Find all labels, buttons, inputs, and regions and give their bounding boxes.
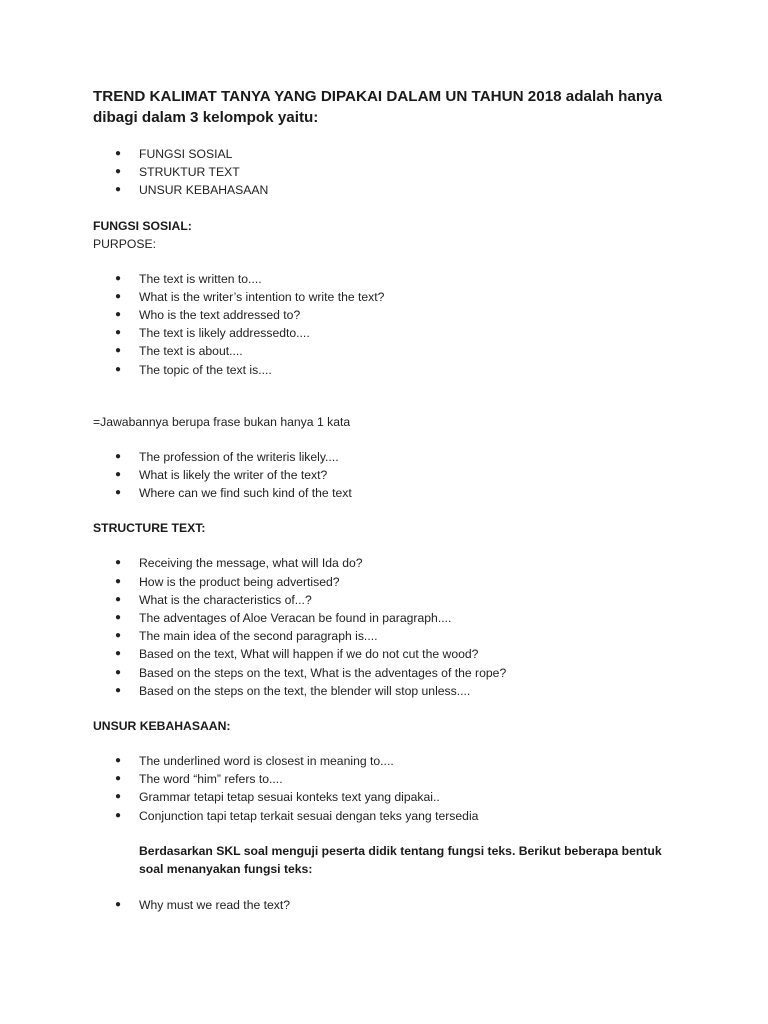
bullet-icon: ● [115,450,122,462]
bullet-icon: ● [115,648,122,660]
list-item-text: The main idea of the second paragraph is.... [139,629,378,644]
list-item-text: Based on the steps on the text, What is the adventages of the rope? [139,665,507,680]
section-heading-unsur-kebahasaan: UNSUR KEBAHASAAN: [93,719,231,734]
list-item [93,645,688,663]
bullet-icon: ● [115,290,122,302]
list-item-text: How is the product being advertised? [139,574,340,589]
list-item-text: The underlined word is closest in meaning to.... [139,754,394,769]
list-item-text: The word “him” refers to.... [139,772,283,787]
list-item [93,306,688,324]
list-item [93,682,688,700]
list-item-text: FUNGSI SOSIAL [139,147,233,161]
bullet-icon: ● [115,166,122,178]
list-item [93,342,688,360]
answer-note: =Jawabannya berupa frase bukan hanya 1 kata [93,414,351,429]
bullet-icon: ● [115,575,122,587]
bullet-icon: ● [115,327,122,339]
bullet-icon: ● [115,469,122,481]
list-item [93,896,688,914]
list-item-text: The text is about.... [139,344,243,359]
document-title: TREND KALIMAT TANYA YANG DIPAKAI DALAM UN TAHUN 2018 adalah hanya dibagi dalam 3 kelompok yaitu: [93,88,663,126]
section-heading-fungsi-sosial: FUNGSI SOSIAL: [93,218,192,233]
bullet-icon: ● [115,345,122,357]
list-item [93,664,688,682]
purpose-label: PURPOSE: [93,236,156,251]
bullet-icon: ● [115,666,122,678]
list-item-text: Based on the steps on the text, the blender will stop unless.... [139,683,471,698]
list-item [93,807,688,825]
list-item [93,484,688,502]
bullet-icon: ● [115,684,122,696]
list-item-text: Where can we find such kind of the text [139,486,352,501]
list-item [93,163,688,181]
section-heading-structure-text: STRUCTURE TEXT: [93,521,206,536]
list-item-text: The profession of the writeris likely.... [139,449,339,464]
list-item [93,324,688,342]
bullet-icon: ● [115,809,122,821]
list-item [93,145,688,163]
structure-text-list [93,554,688,700]
list-item [93,752,688,770]
list-item-text: Grammar tetapi tetap sesuai konteks text yang dipakai.. [139,790,440,805]
list-item-text: Who is the text addressed to? [139,308,301,323]
bullet-icon: ● [115,791,122,803]
list-item [93,554,688,572]
list-item-text: Conjunction tapi tetap terkait sesuai dengan teks yang tersedia [139,808,479,823]
list-item-text: STRUKTUR TEXT [139,165,240,180]
bullet-icon: ● [115,184,122,196]
list-item [93,627,688,645]
list-item [93,573,688,591]
fungsi-sosial-list [93,270,688,379]
list-item-text: What is the writer’s intention to write the text? [139,289,385,304]
bullet-icon: ● [115,773,122,785]
bullet-icon: ● [115,363,122,375]
bullet-icon: ● [115,612,122,624]
list-item [93,270,688,288]
list-item-text: UNSUR KEBAHASAAN [139,183,269,198]
groups-list [93,145,688,200]
list-item [93,609,688,627]
list-item-text: The text is written to.... [139,271,262,286]
list-item [93,288,688,306]
list-item [93,788,688,806]
list-item [93,591,688,609]
list-item [93,770,688,788]
list-item [93,466,688,484]
list-item [93,361,688,379]
skl-paragraph: Berdasarkan SKL soal menguji peserta didik tentang fungsi teks. Berikut beberapa bentuk soal menanyakan fungsi teks: [139,843,662,877]
bullet-icon: ● [115,309,122,321]
bullet-icon: ● [115,148,122,159]
list-item-text: What is likely the writer of the text? [139,468,328,483]
bullet-icon: ● [115,755,122,767]
list-item [93,181,688,199]
fungsi-teks-list [93,896,688,914]
list-item-text: What is the characteristics of...? [139,592,312,607]
fungsi-sosial-list-2 [93,448,688,503]
list-item [93,448,688,466]
list-item-text: The text is likely addressedto.... [139,326,310,341]
bullet-icon: ● [115,487,122,499]
list-item-text: Receiving the message, what will Ida do? [139,556,363,571]
bullet-icon: ● [115,898,122,910]
unsur-kebahasaan-list [93,752,688,825]
bullet-icon: ● [115,593,122,605]
list-item-text: Based on the text, What will happen if we do not cut the wood? [139,647,479,662]
list-item-text: The adventages of Aloe Veracan be found in paragraph.... [139,611,452,626]
list-item-text: The topic of the text is.... [139,362,272,377]
bullet-icon: ● [115,630,122,642]
list-item-text: Why must we read the text? [139,897,291,912]
bullet-icon: ● [115,557,122,569]
bullet-icon: ● [115,272,122,284]
